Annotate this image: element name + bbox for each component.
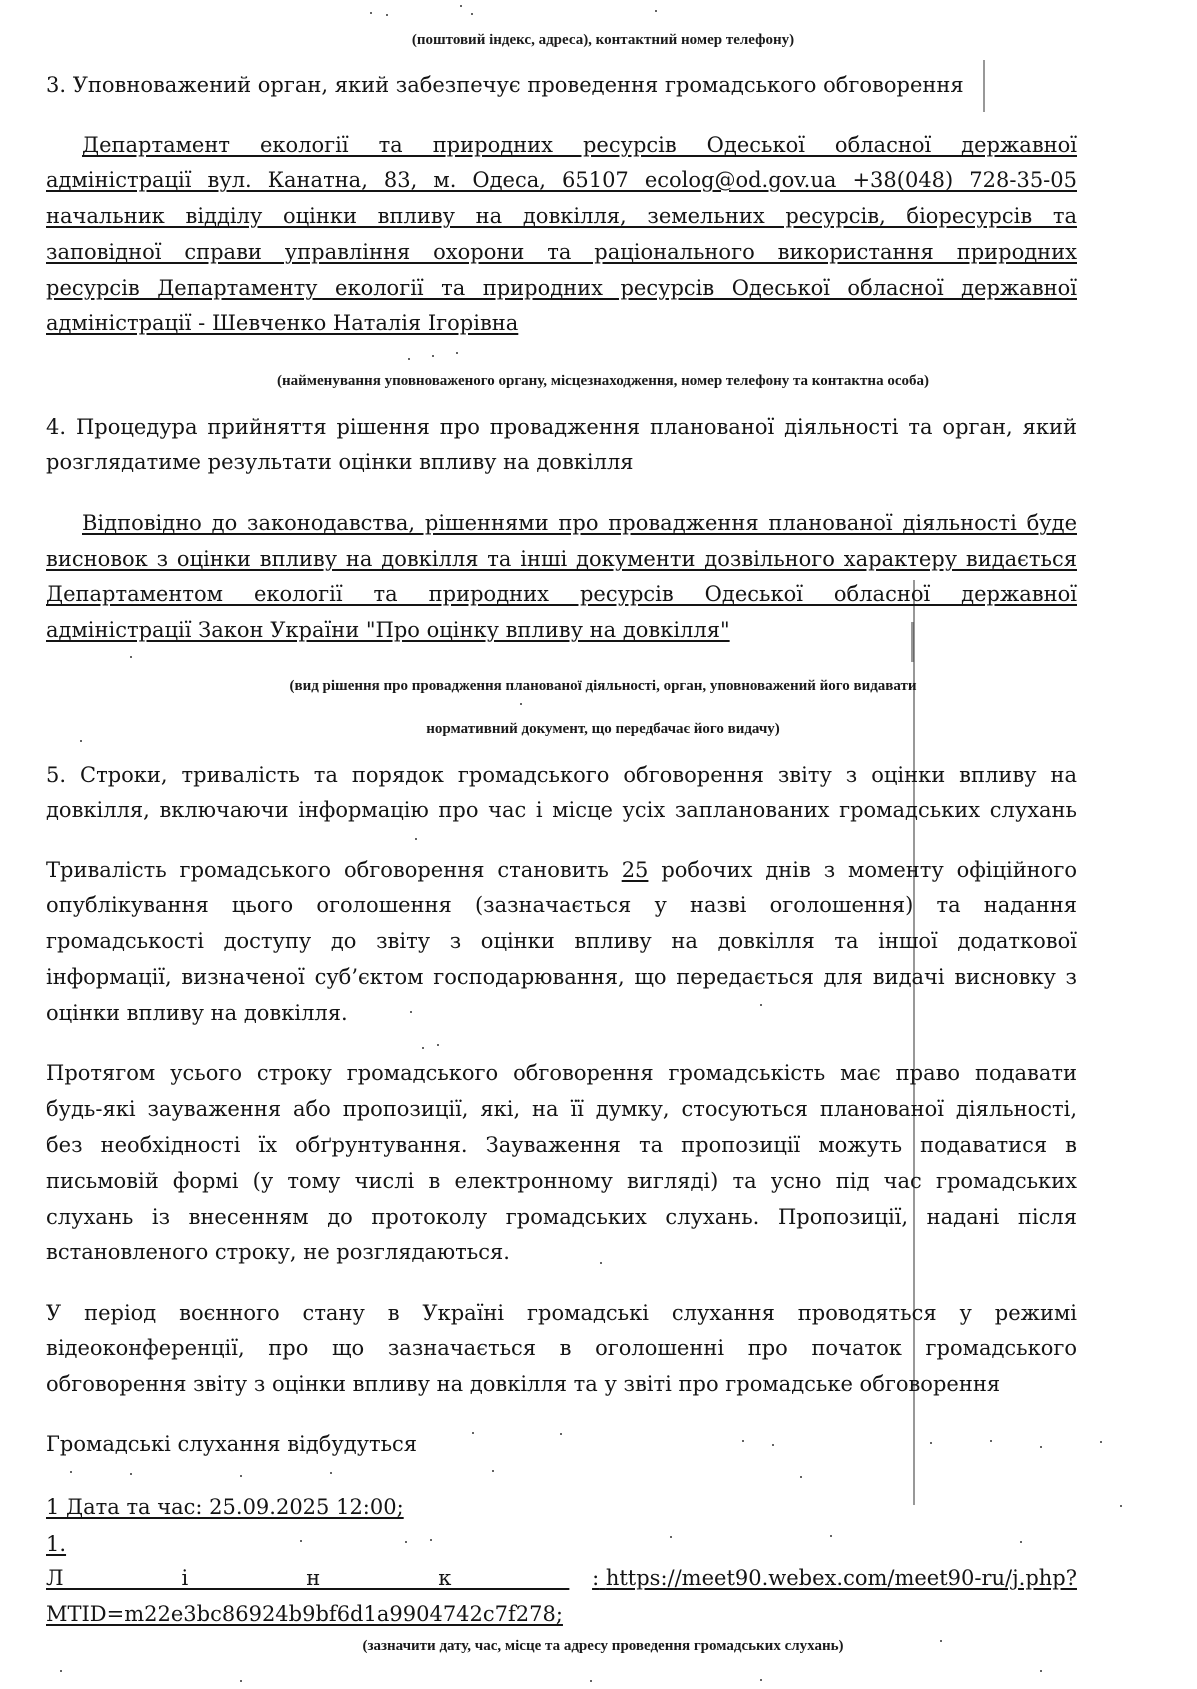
duration-line [46, 856, 1077, 884]
section-5-heading: 5. Строки, тривалість та порядок громадського обговорення звіту з оцінки впливу на [46, 763, 1077, 787]
hearing-item-number: 1. [46, 1532, 67, 1556]
martial-law-line: У період воєнного стану в Україні громадські слухання проводяться у режимі [46, 1301, 1077, 1325]
comments-line: письмовій формі (у тому числі в електронному вигляді) та усно під час громадських [46, 1169, 1077, 1193]
hearing-link-url: MTID=m22e3bc86924b9bf6d1a9904742c7f278; [46, 1602, 563, 1626]
martial-law-line: відеоконференції, про що зазначається в оголошенні про початок громадського [46, 1336, 1077, 1360]
scan-speck [240, 1475, 242, 1477]
scan-speck [471, 13, 473, 15]
scan-speck [432, 355, 434, 357]
duration-line: опублікування цього оголошення (зазначається у назві оголошення) та надання [46, 893, 1077, 917]
comments-line: без необхідності їх обґрунтування. Зауваження та пропозиції можуть подаватися в [46, 1133, 1077, 1157]
scan-speck [370, 12, 372, 14]
scan-speck [492, 1470, 494, 1472]
scan-speck [70, 1471, 72, 1473]
scan-speck [1040, 1670, 1042, 1672]
scan-speck [1100, 1441, 1102, 1443]
hearing-link-url-part [592, 1564, 1077, 1592]
hearing-caption: (зазначити дату, час, місце та адресу проведення громадських слухань) [362, 1638, 844, 1654]
scan-speck [437, 1044, 439, 1046]
scan-speck [520, 703, 522, 705]
decision-procedure-line: висновок з оцінки впливу на довкілля та інші документи дозвільного характеру видається [46, 547, 1077, 571]
decision-procedure-line: Департаментом екології та природних ресурсів Одеської обласної державної [46, 582, 1077, 606]
section-5-heading: довкілля, включаючи інформацію про час і місце усіх запланованих громадських слухань [46, 798, 1077, 822]
hearing-date-time: 1 Дата та час: 25.09.2025 12:00; [46, 1495, 404, 1519]
comments-line: будь-які зауваження або пропозиції, які, на її думку, стосуються планованої діяльності, [46, 1097, 1077, 1121]
comments-line: Протягом усього строку громадського обговорення громадськість має право подавати [46, 1061, 1077, 1085]
scan-speck [655, 10, 657, 12]
scan-speck [80, 740, 82, 742]
authority-caption: (найменування уповноваженого органу, місцезнаходження, номер телефону та контактна особа) [277, 373, 929, 389]
scan-speck [408, 358, 410, 360]
scan-speck [422, 1047, 424, 1049]
decision-procedure-line: адміністрації Закон України "Про оцінку впливу на довкілля" [46, 618, 730, 642]
scan-speck [456, 352, 458, 354]
scan-speck [130, 656, 132, 658]
decision-caption: (вид рішення про провадження планованої діяльності, орган, уповноважений його видавати [289, 678, 917, 694]
scan-speck [800, 1476, 802, 1478]
hearing-link-url: https://meet90.webex.com/meet90-ru/j.php? [605, 1566, 1077, 1590]
duration-line: інформації, визначеної суб’єктом господарювання, що передається для видачі висновку з [46, 965, 1077, 989]
scan-speck [330, 1472, 332, 1474]
martial-law-line: обговорення звіту з оцінки впливу на довкілля та у звіті про громадське обговорення [46, 1372, 1001, 1396]
section-3-heading: 3. Уповноважений орган, який забезпечує проведення громадського обговорення [46, 73, 964, 97]
authority-details-line: адміністрації - Шевченко Наталія Ігорівна [46, 311, 519, 335]
comments-line: слухань із внесенням до протоколу громадських слухань. Пропозиції, надані після [46, 1205, 1077, 1229]
duration-line: оцінки впливу на довкілля. [46, 1001, 348, 1025]
authority-details-line: Департамент екології та природних ресурсів Одеської обласної державної [82, 133, 1077, 157]
authority-details-line: адміністрації вул. Канатна, 83, м. Одеса, 65107 ecolog@od.gov.ua +38(048) 728-35-05 [46, 168, 1077, 192]
scan-speck [240, 1680, 242, 1682]
hearing-link-label: Лінк [46, 1566, 570, 1590]
duration-line: громадськості доступу до звіту з оцінки впливу на довкілля та іншої додаткової [46, 929, 1077, 953]
working-days-value: 25 [621, 858, 649, 882]
decision-procedure-line: Відповідно до законодавства, рішеннями про провадження планованої діяльності буде [82, 511, 1077, 535]
comments-line: встановленого строку, не розглядаються. [46, 1240, 510, 1264]
scan-speck [415, 838, 417, 840]
hearings-title: Громадські слухання відбудуться [46, 1432, 418, 1456]
scan-speck [460, 5, 462, 7]
scan-speck [386, 14, 388, 16]
section-4-heading: розглядатиме результати оцінки впливу на довкілля [46, 450, 634, 474]
authority-details-line: заповідної справи управління охорони та раціонального використання природних [46, 240, 1077, 264]
scan-speck [590, 1680, 592, 1682]
duration-text: робочих днів з моменту офіційного [661, 858, 1077, 882]
postal-address-caption: (поштовий індекс, адреса), контактний номер телефону) [411, 32, 795, 48]
authority-details-line: ресурсів Департаменту екології та природних ресурсів Одеської обласної державної [46, 276, 1077, 300]
section-4-heading: 4. Процедура прийняття рішення про провадження планованої діяльності та орган, який [46, 415, 1077, 439]
authority-details-line: начальник відділу оцінки впливу на довкілля, земельних ресурсів, біоресурсів та [46, 204, 1077, 228]
duration-text: Тривалість громадського обговорення становить [46, 858, 609, 882]
scan-speck [60, 1670, 62, 1672]
hearing-link-line [46, 1564, 1077, 1592]
scan-speck [1120, 1505, 1122, 1507]
scan-speck [130, 1473, 132, 1475]
scan-speck [760, 1679, 762, 1681]
decision-caption: нормативний документ, що передбачає його видачу) [426, 721, 780, 737]
hearing-link-separator: : [592, 1566, 600, 1590]
